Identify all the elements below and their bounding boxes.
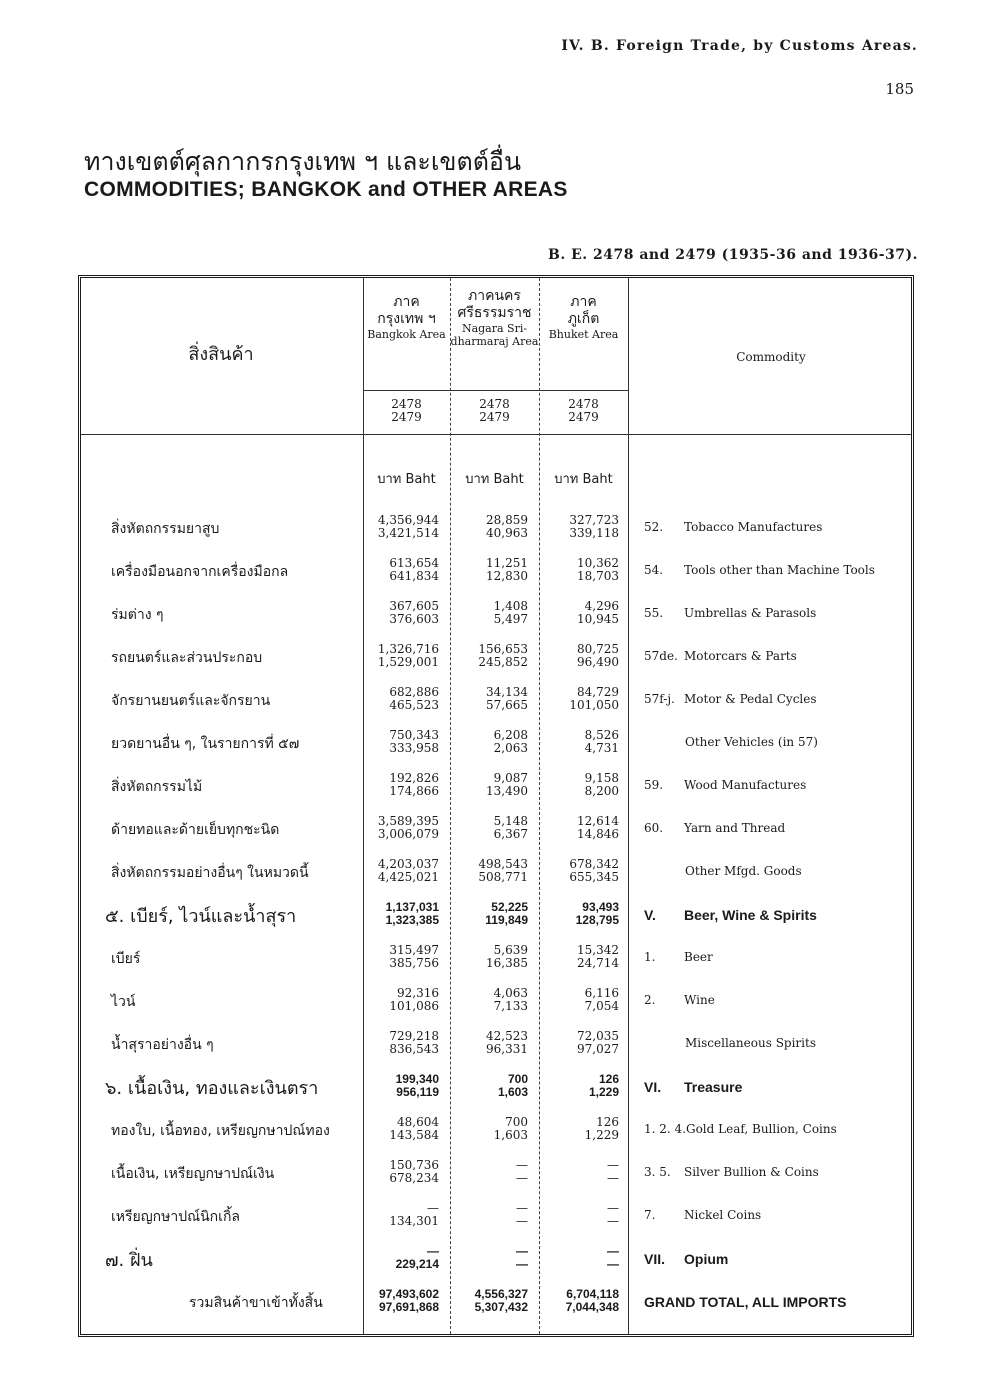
commodity-code: 60. bbox=[644, 821, 664, 835]
value-2478: 6,116 bbox=[584, 986, 619, 1000]
commodity-thai: ๗. ฝิ่น bbox=[105, 1250, 153, 1271]
commodity-english bbox=[685, 735, 818, 749]
value-2478: 48,604 bbox=[397, 1115, 439, 1129]
commodity-thai: เบียร์ bbox=[111, 951, 141, 967]
commodity-english bbox=[644, 563, 875, 577]
commodity-thai: ร่มต่าง ๆ bbox=[111, 607, 164, 623]
value-2478: — bbox=[516, 1201, 528, 1215]
commodity-thai: สิ่งหัตถกรรมไม้ bbox=[111, 779, 203, 795]
value-2479: 7,054 bbox=[584, 998, 619, 1013]
value-2478: 750,343 bbox=[389, 728, 439, 742]
commodity-name: Umbrellas & Parasols bbox=[684, 606, 817, 620]
value-nagara bbox=[486, 557, 528, 582]
value-2479: 1,603 bbox=[497, 1084, 528, 1099]
value-2479: 57,665 bbox=[486, 697, 528, 712]
table-row bbox=[81, 1200, 911, 1243]
value-bangkok bbox=[389, 686, 439, 711]
value-bhuket bbox=[569, 514, 619, 539]
commodity-thai: เหรียญกษาปณ์นิกเกิ้ล bbox=[111, 1209, 240, 1225]
value-2479: 5,497 bbox=[493, 611, 528, 626]
commodity-code: VII. bbox=[644, 1251, 666, 1267]
value-2479: 376,603 bbox=[389, 611, 439, 626]
value-bangkok bbox=[378, 514, 439, 539]
commodity-thai: สิ่งหัตถกรรมอย่างอื่นๆ ในหมวดนี้ bbox=[111, 865, 309, 881]
commodity-name: Opium bbox=[684, 1251, 729, 1267]
value-2479: 4,731 bbox=[584, 740, 619, 755]
value-bangkok bbox=[389, 772, 439, 797]
value-2479: 465,523 bbox=[389, 697, 439, 712]
value-nagara bbox=[486, 944, 528, 969]
table-row bbox=[81, 1028, 911, 1071]
table-row bbox=[81, 985, 911, 1028]
header-years-nagara: 2478 2479 bbox=[479, 397, 510, 424]
value-2479: 245,852 bbox=[478, 654, 528, 669]
value-2479: 229,214 bbox=[395, 1256, 439, 1271]
commodity-name: Wine bbox=[684, 993, 715, 1007]
value-2479: — bbox=[607, 1170, 619, 1185]
value-2478: 9,158 bbox=[584, 771, 619, 785]
page-title-english: COMMODITIES; BANGKOK and OTHER AREAS bbox=[84, 178, 568, 201]
value-nagara bbox=[516, 1202, 528, 1227]
value-2479: 956,119 bbox=[396, 1084, 439, 1099]
value-2478: 4,063 bbox=[493, 986, 528, 1000]
value-bhuket bbox=[585, 729, 619, 754]
commodity-english bbox=[685, 864, 802, 878]
commodity-code: 1. bbox=[644, 950, 656, 964]
value-2478: 97,493,602 bbox=[378, 1287, 439, 1301]
value-2479: 836,543 bbox=[389, 1041, 439, 1056]
commodity-english bbox=[644, 520, 822, 534]
value-2478: 1,137,031 bbox=[385, 900, 439, 914]
value-nagara bbox=[478, 858, 528, 883]
commodity-english bbox=[644, 1079, 742, 1095]
value-2478: 93,493 bbox=[582, 900, 619, 914]
value-2479: 10,945 bbox=[577, 611, 619, 626]
value-nagara bbox=[486, 514, 528, 539]
value-bhuket bbox=[569, 858, 619, 883]
table-row bbox=[81, 727, 911, 770]
value-bhuket bbox=[607, 1245, 619, 1270]
value-bhuket bbox=[566, 1288, 619, 1313]
value-2478: 1,408 bbox=[493, 599, 528, 613]
page-number: 185 bbox=[885, 80, 914, 98]
value-2478: 700 bbox=[505, 1115, 528, 1129]
value-2479: 7,044,348 bbox=[565, 1299, 619, 1314]
value-bhuket bbox=[569, 686, 619, 711]
value-2479: 1,229 bbox=[584, 1127, 619, 1142]
commodity-name: GRAND TOTAL, ALL IMPORTS bbox=[644, 1294, 847, 1310]
value-2478: 80,725 bbox=[577, 642, 619, 656]
commodity-english bbox=[685, 1036, 816, 1050]
value-2478: 12,614 bbox=[577, 814, 619, 828]
value-2478: 42,523 bbox=[486, 1029, 528, 1043]
commodity-name: Motorcars & Parts bbox=[684, 649, 797, 663]
value-2478: 6,704,118 bbox=[566, 1287, 619, 1301]
value-nagara bbox=[494, 987, 528, 1012]
commodity-code: 1. 2. 4. bbox=[644, 1122, 686, 1136]
value-2478: 613,654 bbox=[389, 556, 439, 570]
value-2478: 156,653 bbox=[478, 642, 528, 656]
header-years-bangkok: 2478 2479 bbox=[391, 397, 422, 424]
commodity-english bbox=[644, 950, 713, 964]
header-commodity-thai: สิ่งสินค้า bbox=[188, 344, 254, 365]
header-bangkok: ภาค กรุงเทพ ฯ Bangkok Area bbox=[367, 294, 446, 341]
header-commodity-english: Commodity bbox=[736, 350, 806, 364]
value-nagara bbox=[486, 772, 528, 797]
value-2478: 84,729 bbox=[577, 685, 619, 699]
unit-label-nagara: บาท Baht bbox=[465, 472, 524, 487]
commodity-english bbox=[644, 1165, 819, 1179]
commodity-name: Motor & Pedal Cycles bbox=[684, 692, 817, 706]
running-head: IV. B. Foreign Trade, by Customs Areas. bbox=[561, 38, 918, 54]
value-2478: 5,639 bbox=[493, 943, 528, 957]
commodity-english bbox=[644, 1251, 728, 1267]
value-2479: 3,006,079 bbox=[377, 826, 439, 841]
value-2478: 4,203,037 bbox=[377, 857, 439, 871]
value-bangkok bbox=[389, 1116, 439, 1141]
value-2479: 1,229 bbox=[588, 1084, 619, 1099]
section-row bbox=[81, 1071, 911, 1114]
header-rule bbox=[363, 390, 628, 391]
value-2479: 339,118 bbox=[569, 525, 619, 540]
table-row bbox=[81, 641, 911, 684]
page-title-thai: ทางเขตต์ศุลกากรกรุงเทพ ฯ และเขตต์อื่น bbox=[84, 147, 522, 176]
value-bhuket bbox=[585, 772, 619, 797]
header-bhuket: ภาค ภูเก็ต Bhuket Area bbox=[548, 294, 619, 341]
commodity-english bbox=[644, 778, 806, 792]
value-2479: 12,830 bbox=[486, 568, 528, 583]
value-2478: 367,605 bbox=[389, 599, 439, 613]
value-2478: 8,526 bbox=[584, 728, 619, 742]
value-2478: — bbox=[516, 1244, 528, 1258]
commodity-thai: จักรยานยนตร์และจักรยาน bbox=[111, 693, 271, 709]
commodity-code: 59. bbox=[644, 778, 664, 792]
value-2478: 9,087 bbox=[493, 771, 528, 785]
value-bhuket bbox=[585, 987, 619, 1012]
table-row bbox=[81, 813, 911, 856]
value-2479: 96,490 bbox=[577, 654, 619, 669]
commodity-english bbox=[644, 821, 785, 835]
value-2478: 682,886 bbox=[389, 685, 439, 699]
value-2479: 655,345 bbox=[569, 869, 619, 884]
value-2478: 4,556,327 bbox=[474, 1287, 528, 1301]
value-2479: — bbox=[607, 1256, 619, 1271]
value-2479: 13,490 bbox=[486, 783, 528, 798]
commodity-code: 2. bbox=[644, 993, 656, 1007]
value-2479: 40,963 bbox=[486, 525, 528, 540]
commodity-name: Yarn and Thread bbox=[684, 821, 786, 835]
value-2479: — bbox=[516, 1213, 528, 1228]
value-2479: — bbox=[516, 1256, 528, 1271]
header-years-bhuket: 2478 2479 bbox=[568, 397, 599, 424]
value-2478: 729,218 bbox=[389, 1029, 439, 1043]
commodity-table bbox=[78, 275, 914, 1337]
value-2479: 119,849 bbox=[485, 912, 528, 927]
table-row bbox=[81, 598, 911, 641]
value-bangkok bbox=[386, 901, 439, 926]
value-2479: 1,603 bbox=[493, 1127, 528, 1142]
value-nagara bbox=[516, 1159, 528, 1184]
value-nagara bbox=[494, 729, 528, 754]
value-2479: 1,529,001 bbox=[377, 654, 439, 669]
table-row bbox=[81, 512, 911, 555]
value-2479: 101,086 bbox=[389, 998, 439, 1013]
commodity-english bbox=[644, 1208, 761, 1222]
commodity-code: 57de. bbox=[644, 649, 678, 663]
commodity-code: 54. bbox=[644, 563, 664, 577]
commodity-code: VI. bbox=[644, 1079, 662, 1095]
commodity-code: 57f-j. bbox=[644, 692, 675, 706]
value-2479: 5,307,432 bbox=[474, 1299, 528, 1314]
value-bhuket bbox=[576, 901, 619, 926]
table-row bbox=[81, 942, 911, 985]
commodity-thai: ทองใบ, เนื้อทอง, เหรียญกษาปณ์ทอง bbox=[111, 1123, 330, 1139]
period-label: B. E. 2478 and 2479 (1935-36 and 1936-37). bbox=[547, 247, 918, 263]
value-2479: 508,771 bbox=[478, 869, 528, 884]
value-2479: — bbox=[516, 1170, 528, 1185]
value-2478: 192,826 bbox=[389, 771, 439, 785]
value-bangkok bbox=[378, 858, 439, 883]
value-2479: 97,027 bbox=[577, 1041, 619, 1056]
value-2478: 700 bbox=[507, 1072, 528, 1086]
commodity-thai: ไวน์ bbox=[111, 994, 136, 1010]
value-2479: 3,421,514 bbox=[377, 525, 439, 540]
commodity-name: Tools other than Machine Tools bbox=[684, 563, 875, 577]
value-2479: 174,866 bbox=[389, 783, 439, 798]
value-2479: 678,234 bbox=[389, 1170, 439, 1185]
value-nagara bbox=[478, 643, 528, 668]
value-2478: 15,342 bbox=[577, 943, 619, 957]
commodity-english bbox=[644, 993, 715, 1007]
value-2478: 34,134 bbox=[486, 685, 528, 699]
commodity-code: 55. bbox=[644, 606, 664, 620]
unit-label-bhuket: บาท Baht bbox=[554, 472, 613, 487]
value-bangkok bbox=[389, 1159, 439, 1184]
value-2478: — bbox=[607, 1158, 619, 1172]
grand-total-row bbox=[81, 1286, 911, 1329]
value-nagara bbox=[494, 1116, 528, 1141]
commodity-thai: ๕. เบียร์, ไวน์และน้ำสุรา bbox=[105, 906, 297, 927]
commodity-name: Miscellaneous Spirits bbox=[685, 1036, 816, 1050]
value-bangkok bbox=[389, 1030, 439, 1055]
table-row bbox=[81, 684, 911, 727]
value-bangkok bbox=[396, 1245, 439, 1270]
commodity-code: 3. 5. bbox=[644, 1165, 671, 1179]
value-2478: 150,736 bbox=[389, 1158, 439, 1172]
value-2479: 4,425,021 bbox=[377, 869, 439, 884]
value-bhuket bbox=[585, 1116, 619, 1141]
value-2478: 28,859 bbox=[486, 513, 528, 527]
value-2478: 327,723 bbox=[569, 513, 619, 527]
commodity-thai: เนื้อเงิน, เหรียญกษาปณ์เงิน bbox=[111, 1166, 275, 1182]
value-bangkok bbox=[389, 987, 439, 1012]
value-2478: 315,497 bbox=[389, 943, 439, 957]
value-2478: 498,543 bbox=[478, 857, 528, 871]
value-bangkok bbox=[389, 944, 439, 969]
value-2479: 14,846 bbox=[577, 826, 619, 841]
value-2478: 11,251 bbox=[486, 556, 528, 570]
commodity-thai: น้ำสุราอย่างอื่น ๆ bbox=[111, 1037, 214, 1053]
value-2479: 16,385 bbox=[486, 955, 528, 970]
commodity-english bbox=[644, 692, 817, 706]
value-2478: 5,148 bbox=[493, 814, 528, 828]
value-2478: 199,340 bbox=[395, 1072, 439, 1086]
value-2479: 8,200 bbox=[584, 783, 619, 798]
commodity-name: Gold Leaf, Bullion, Coins bbox=[685, 1122, 837, 1136]
commodity-name: Nickel Coins bbox=[684, 1208, 762, 1222]
value-2479: 143,584 bbox=[389, 1127, 439, 1142]
value-2478: 4,296 bbox=[584, 599, 619, 613]
value-2478: 6,208 bbox=[493, 728, 528, 742]
value-2479: 333,958 bbox=[389, 740, 439, 755]
value-2479: 101,050 bbox=[569, 697, 619, 712]
value-2478: — bbox=[427, 1201, 439, 1215]
value-bangkok bbox=[378, 643, 439, 668]
commodity-english bbox=[644, 606, 816, 620]
commodity-code: V. bbox=[644, 907, 656, 923]
header-rule bbox=[81, 434, 911, 435]
header-nagara: ภาคนคร ศรีธรรมราช Nagara Sri-dharmaraj Area bbox=[450, 288, 539, 348]
value-bangkok bbox=[379, 1288, 439, 1313]
value-bangkok bbox=[389, 729, 439, 754]
commodity-thai: เครื่องมือนอกจากเครื่องมือกล bbox=[111, 564, 289, 580]
commodity-thai: ยวดยานอื่น ๆ, ในรายการที่ ๕๗ bbox=[111, 736, 300, 752]
value-2478: 4,356,944 bbox=[377, 513, 439, 527]
table-row bbox=[81, 555, 911, 598]
commodity-english bbox=[644, 1122, 837, 1136]
commodity-thai: รวมสินค้าขาเข้าทั้งสิ้น bbox=[189, 1295, 323, 1311]
commodity-name: Treasure bbox=[684, 1079, 743, 1095]
commodity-code: 7. bbox=[644, 1208, 656, 1222]
value-bhuket bbox=[577, 815, 619, 840]
value-2478: — bbox=[427, 1244, 439, 1258]
value-2479: 1,323,385 bbox=[385, 912, 439, 927]
value-2478: 678,342 bbox=[569, 857, 619, 871]
value-2478: 72,035 bbox=[577, 1029, 619, 1043]
commodity-name: Tobacco Manufactures bbox=[684, 520, 823, 534]
value-2478: 92,316 bbox=[397, 986, 439, 1000]
value-nagara bbox=[475, 1288, 528, 1313]
value-bhuket bbox=[577, 1030, 619, 1055]
commodity-thai: สิ่งหัตถกรรมยาสูบ bbox=[111, 521, 220, 537]
commodity-name: Other Vehicles (in 57) bbox=[685, 735, 818, 749]
value-2478: — bbox=[607, 1201, 619, 1215]
value-bhuket bbox=[607, 1202, 619, 1227]
value-2479: 2,063 bbox=[493, 740, 528, 755]
value-2478: 52,225 bbox=[491, 900, 528, 914]
value-nagara bbox=[494, 600, 528, 625]
value-2479: 97,691,868 bbox=[378, 1299, 439, 1314]
value-2479: 128,795 bbox=[575, 912, 619, 927]
value-2479: 96,331 bbox=[486, 1041, 528, 1056]
commodity-code: 52. bbox=[644, 520, 664, 534]
commodity-english bbox=[644, 649, 797, 663]
value-nagara bbox=[486, 1030, 528, 1055]
value-2478: 3,589,395 bbox=[377, 814, 439, 828]
value-bangkok bbox=[389, 600, 439, 625]
commodity-name: Silver Bullion & Coins bbox=[684, 1165, 819, 1179]
unit-label-bangkok: บาท Baht bbox=[377, 472, 436, 487]
value-2479: 385,756 bbox=[389, 955, 439, 970]
commodity-english bbox=[644, 1294, 846, 1310]
commodity-name: Beer bbox=[684, 950, 713, 964]
value-bangkok bbox=[389, 1202, 439, 1227]
table-row bbox=[81, 770, 911, 813]
value-2478: 126 bbox=[596, 1115, 619, 1129]
value-bhuket bbox=[607, 1159, 619, 1184]
value-bangkok bbox=[378, 815, 439, 840]
value-nagara bbox=[485, 901, 528, 926]
value-nagara bbox=[498, 1073, 528, 1098]
commodity-thai: ๖. เนื้อเงิน, ทองและเงินตรา bbox=[105, 1078, 319, 1099]
value-bhuket bbox=[577, 557, 619, 582]
value-2478: — bbox=[607, 1244, 619, 1258]
value-bhuket bbox=[577, 944, 619, 969]
value-2479: 24,714 bbox=[577, 955, 619, 970]
value-2479: — bbox=[607, 1213, 619, 1228]
value-nagara bbox=[494, 815, 528, 840]
value-2479: 6,367 bbox=[493, 826, 528, 841]
table-row bbox=[81, 1114, 911, 1157]
value-2478: — bbox=[516, 1158, 528, 1172]
value-bhuket bbox=[577, 643, 619, 668]
value-bangkok bbox=[396, 1073, 439, 1098]
value-bhuket bbox=[589, 1073, 619, 1098]
value-nagara bbox=[516, 1245, 528, 1270]
value-bhuket bbox=[577, 600, 619, 625]
commodity-name: Wood Manufactures bbox=[684, 778, 807, 792]
table-row bbox=[81, 1157, 911, 1200]
value-nagara bbox=[486, 686, 528, 711]
commodity-thai: ด้ายทอและด้ายเย็บทุกชะนิด bbox=[111, 822, 280, 838]
table-row bbox=[81, 856, 911, 899]
value-2479: 134,301 bbox=[389, 1213, 439, 1228]
commodity-english bbox=[644, 907, 817, 923]
commodity-thai: รถยนตร์และส่วนประกอบ bbox=[111, 650, 263, 666]
value-2478: 10,362 bbox=[577, 556, 619, 570]
value-2479: 18,703 bbox=[577, 568, 619, 583]
value-bangkok bbox=[389, 557, 439, 582]
section-row bbox=[81, 1243, 911, 1286]
value-2478: 1,326,716 bbox=[377, 642, 439, 656]
value-2479: 7,133 bbox=[493, 998, 528, 1013]
section-row bbox=[81, 899, 911, 942]
value-2478: 126 bbox=[598, 1072, 619, 1086]
value-2479: 641,834 bbox=[389, 568, 439, 583]
commodity-name: Other Mfgd. Goods bbox=[685, 864, 802, 878]
commodity-name: Beer, Wine & Spirits bbox=[684, 907, 817, 923]
